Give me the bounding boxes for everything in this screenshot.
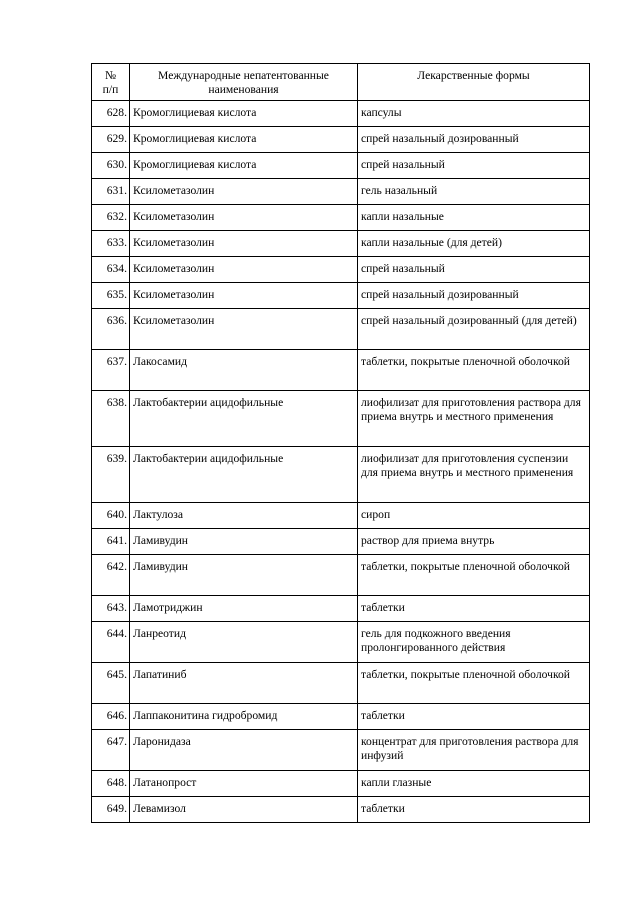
row-name: Ксилометазолин <box>130 283 358 309</box>
row-name: Ламивудин <box>130 529 358 555</box>
row-form: таблетки <box>358 797 590 823</box>
row-name: Лактобактерии ацидофильные <box>130 447 358 503</box>
table-row <box>92 257 590 283</box>
header-number-line2: п/п <box>102 83 119 96</box>
row-number: 631. <box>92 179 130 205</box>
row-number: 643. <box>92 596 130 622</box>
row-number: 630. <box>92 153 130 179</box>
row-name: Лактобактерии ацидофильные <box>130 391 358 447</box>
row-number: 629. <box>92 127 130 153</box>
row-form: таблетки, покрытые пленочной оболочкой <box>358 350 590 391</box>
row-number: 635. <box>92 283 130 309</box>
row-form: капли назальные (для детей) <box>358 231 590 257</box>
table-row <box>92 283 590 309</box>
row-name: Ламотриджин <box>130 596 358 622</box>
row-form: гель для подкожного введения пролонгированного действия <box>358 622 590 663</box>
row-form: капсулы <box>358 101 590 127</box>
table-row <box>92 596 590 622</box>
table-row <box>92 205 590 231</box>
row-number: 639. <box>92 447 130 503</box>
row-name: Кромоглициевая кислота <box>130 127 358 153</box>
table-row <box>92 663 590 704</box>
row-name: Ксилометазолин <box>130 231 358 257</box>
table-row <box>92 503 590 529</box>
row-name: Кромоглициевая кислота <box>130 101 358 127</box>
table-body <box>92 101 590 823</box>
row-form: капли назальные <box>358 205 590 231</box>
row-form: лиофилизат для приготовления суспензии для приема внутрь и местного применения <box>358 447 590 503</box>
row-name: Левамизол <box>130 797 358 823</box>
row-number: 632. <box>92 205 130 231</box>
row-number: 636. <box>92 309 130 350</box>
header-form: Лекарственные формы <box>358 64 590 101</box>
row-number: 646. <box>92 704 130 730</box>
table-row <box>92 555 590 596</box>
table-row <box>92 127 590 153</box>
table-row <box>92 622 590 663</box>
row-name: Кромоглициевая кислота <box>130 153 358 179</box>
row-name: Ларонидаза <box>130 730 358 771</box>
row-form: раствор для приема внутрь <box>358 529 590 555</box>
row-number: 638. <box>92 391 130 447</box>
row-number: 637. <box>92 350 130 391</box>
row-name: Ксилометазолин <box>130 309 358 350</box>
table-header-row <box>92 64 590 101</box>
table-row <box>92 231 590 257</box>
row-form: капли глазные <box>358 771 590 797</box>
row-form: спрей назальный <box>358 153 590 179</box>
table-row <box>92 101 590 127</box>
row-name: Ксилометазолин <box>130 205 358 231</box>
row-form: спрей назальный <box>358 257 590 283</box>
row-form: таблетки, покрытые пленочной оболочкой <box>358 555 590 596</box>
row-name: Лактулоза <box>130 503 358 529</box>
header-name-line2: наименования <box>208 83 279 96</box>
table-row <box>92 179 590 205</box>
row-form: спрей назальный дозированный (для детей) <box>358 309 590 350</box>
row-name: Ламивудин <box>130 555 358 596</box>
row-form: спрей назальный дозированный <box>358 127 590 153</box>
row-form: таблетки <box>358 596 590 622</box>
row-form: таблетки, покрытые пленочной оболочкой <box>358 663 590 704</box>
row-name: Ланреотид <box>130 622 358 663</box>
table-row <box>92 447 590 503</box>
table-row <box>92 350 590 391</box>
row-form: спрей назальный дозированный <box>358 283 590 309</box>
row-number: 644. <box>92 622 130 663</box>
row-number: 642. <box>92 555 130 596</box>
row-form: гель назальный <box>358 179 590 205</box>
row-number: 641. <box>92 529 130 555</box>
row-name: Латанопрост <box>130 771 358 797</box>
drug-list-table <box>91 63 590 823</box>
row-number: 649. <box>92 797 130 823</box>
row-number: 633. <box>92 231 130 257</box>
table-row <box>92 797 590 823</box>
row-number: 645. <box>92 663 130 704</box>
row-name: Лапатиниб <box>130 663 358 704</box>
header-name-line1: Международные непатентованные <box>158 69 329 82</box>
table-row <box>92 771 590 797</box>
row-form: концентрат для приготовления раствора для инфузий <box>358 730 590 771</box>
table-row <box>92 730 590 771</box>
row-number: 628. <box>92 101 130 127</box>
header-number <box>92 64 130 101</box>
row-form: сироп <box>358 503 590 529</box>
table-row <box>92 153 590 179</box>
row-name: Ксилометазолин <box>130 257 358 283</box>
table-row <box>92 391 590 447</box>
row-number: 648. <box>92 771 130 797</box>
row-name: Лаппаконитина гидробромид <box>130 704 358 730</box>
header-number-line1: № <box>104 69 117 82</box>
header-name <box>130 64 358 101</box>
row-number: 634. <box>92 257 130 283</box>
row-name: Ксилометазолин <box>130 179 358 205</box>
table-row <box>92 529 590 555</box>
table-row <box>92 309 590 350</box>
row-number: 640. <box>92 503 130 529</box>
row-form: лиофилизат для приготовления раствора для приема внутрь и местного применения <box>358 391 590 447</box>
row-name: Лакосамид <box>130 350 358 391</box>
row-number: 647. <box>92 730 130 771</box>
row-form: таблетки <box>358 704 590 730</box>
table-row <box>92 704 590 730</box>
